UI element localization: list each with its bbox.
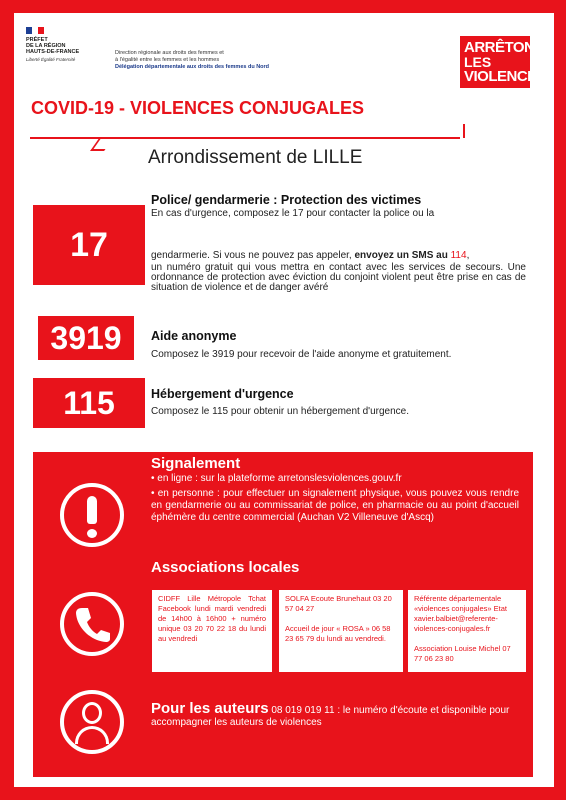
police-comma: , xyxy=(466,250,470,261)
direction-line-1: Direction régionale aux droits des femmes et xyxy=(115,50,224,56)
associations-heading: Associations locales xyxy=(151,559,300,576)
police-114: 114 xyxy=(450,250,467,261)
signalement-item-person: • en personne : pour effectuer un signalement physique, vous pouvez vous rendre en gendarmerie ou au commissariat de police, en pharmacie ou au point d'accueil éphémère du centre commercial (Auchan V2 Villeneuve d'Ascq) xyxy=(151,488,519,523)
logo-line-2: LES xyxy=(464,54,492,70)
hebergement-heading: Hébergement d'urgence xyxy=(151,387,294,401)
association-card-cidff: CIDFF Lille Métropole Tchat Facebook lundi mardi vendredi de 14h00 à 16h00 + numéro unique 03 20 70 22 18 du lundi au vendredi xyxy=(152,590,272,672)
association-card-referente: Référente départementale «violences conjugales» Etat xavier.balbiet@referente-violences-conjugales.fr Association Louise Michel 07 77 06 23 80 xyxy=(408,590,526,672)
prefecture-line-3: HAUTS-DE-FRANCE xyxy=(26,49,80,55)
auteurs-heading: Pour les auteurs xyxy=(151,700,269,717)
subtitle: Arrondissement de LILLE xyxy=(148,147,363,168)
number-17-box: 17 xyxy=(33,205,145,285)
french-flag-icon xyxy=(26,27,44,34)
anonyme-heading: Aide anonyme xyxy=(151,329,237,343)
prefecture-block xyxy=(26,37,106,63)
exclamation-icon xyxy=(60,483,124,547)
arretons-les-violences-logo xyxy=(460,36,547,88)
phone-icon xyxy=(60,592,124,656)
police-text-2a: gendarmerie. Si vous ne pouvez pas appeler, xyxy=(151,250,355,261)
delegation-line: Délégation départementale aux droits des femmes du Nord xyxy=(115,64,270,70)
police-text-2 xyxy=(151,250,531,261)
police-sms: envoyez un SMS au xyxy=(354,250,448,261)
republic-motto: Liberté Égalité Fraternité xyxy=(26,57,76,62)
anonyme-text: Composez le 3919 pour recevoir de l'aide anonyme et gratuitement. xyxy=(151,349,452,360)
title-bubble-border xyxy=(30,137,460,139)
prefecture-line-2: DE LA RÉGION xyxy=(26,43,66,49)
person-icon xyxy=(60,690,124,754)
logo-line-1: ARRÊTONS xyxy=(464,39,544,56)
number-3919-box: 3919 xyxy=(38,316,134,360)
hebergement-text: Composez le 115 pour obtenir un hébergement d'urgence. xyxy=(151,406,410,417)
auteurs-block xyxy=(151,700,521,729)
association-card-solfa: SOLFA Ecoute Brunehaut 03 20 57 04 27 Accueil de jour « ROSA » 06 58 23 65 79 du lundi au vendredi. xyxy=(279,590,403,672)
signalement-heading: Signalement xyxy=(151,455,241,472)
direction-line-2: à l'égalité entre les femmes et les hommes xyxy=(115,57,220,63)
police-text-3: un numéro gratuit qui vous mettra en contact avec les services de secours. Une ordonnance de protection avec éviction du conjoint violent peut être prise en cas de situation de violence et de danger avéré xyxy=(151,262,526,293)
page-title: COVID-19 - VIOLENCES CONJUGALES xyxy=(31,98,365,118)
auteurs-text: : le numéro d'écoute et disponible pour accompagner les auteurs de violences xyxy=(151,705,510,728)
signalement-item-online: • en ligne : sur la plateforme arretonslesviolences.gouv.fr xyxy=(151,473,402,484)
title-bubble-edge xyxy=(463,124,465,138)
auteurs-number: 08 019 019 11 xyxy=(271,705,335,716)
police-heading: Police/ gendarmerie : Protection des victimes xyxy=(151,193,422,207)
logo-line-3: VIOLENCES xyxy=(464,68,547,85)
number-115-box: 115 xyxy=(33,378,145,428)
prefecture-line-1: PRÉFET xyxy=(26,37,48,43)
direction-block xyxy=(115,50,295,71)
police-text-1: En cas d'urgence, composez le 17 pour contacter la police ou la xyxy=(151,208,435,219)
